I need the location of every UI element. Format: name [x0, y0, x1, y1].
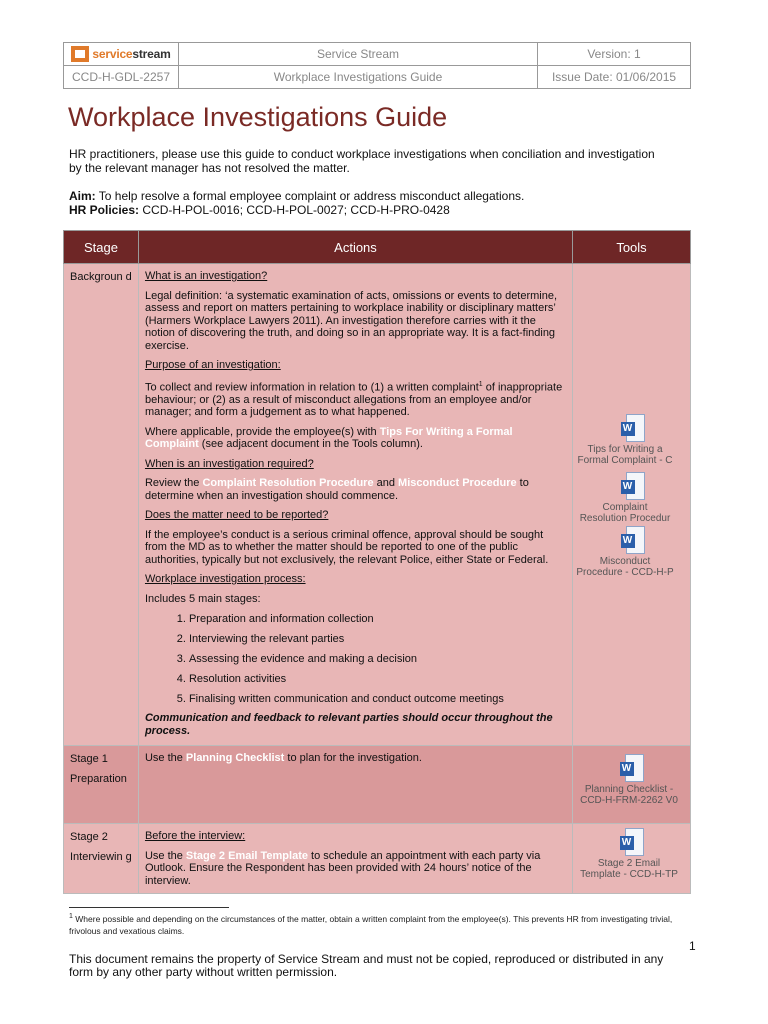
complaint-procedure-link[interactable]: Complaint Resolution Procedure	[202, 477, 374, 490]
version: Version: 1	[538, 43, 691, 66]
word-doc-icon: W	[621, 526, 645, 554]
logo-cell	[64, 43, 179, 66]
list-item: 3. Assessing the evidence and making a decision	[189, 652, 566, 666]
list-item: 2. Interviewing the relevant parties	[189, 632, 566, 646]
footer-notice: This document remains the property of Service Stream and must not be copied, reproduced or distributed in any form by any other party without written permission.	[69, 952, 664, 979]
tool-label: Procedure - CCD-H-P	[576, 567, 674, 578]
tool-planning-checklist[interactable]	[579, 754, 684, 806]
doc-code: CCD-H-GDL-2257	[64, 66, 179, 89]
tool-complaint-procedure[interactable]	[575, 472, 690, 524]
tool-label: Misconduct	[599, 556, 651, 567]
paragraph	[145, 752, 566, 765]
policies-label: HR Policies:	[69, 203, 140, 217]
list-item: 5. Finalising written communication and conduct outcome meetings	[189, 692, 566, 706]
policies-text: CCD-H-POL-0016; CCD-H-POL-0027; CCD-H-PRO-0428	[139, 203, 450, 217]
text-span: To collect and review information in relation to (1) a written complaint	[144, 381, 479, 394]
list-item: 4. Resolution activities	[189, 672, 566, 686]
footnote-text: Where possible and depending on the circumstances of the matter, obtain a written complaint from the employee(s). This prevents HR from investigating trivial, frivolous and vexatious claims.	[69, 913, 673, 936]
logo-text-stream: stream	[132, 47, 171, 61]
tools-cell	[573, 264, 691, 746]
text-span: to plan for the investigation.	[284, 752, 422, 765]
word-doc-icon: W	[620, 754, 644, 782]
tool-label: Stage 2 Email	[597, 858, 661, 870]
intro-paragraph: HR practitioners, please use this guide to conduct workplace investigations when conciliation and investigation by the relevant manager has not resolved the matter.	[69, 147, 655, 175]
text-span: Use the	[144, 752, 186, 765]
document-header	[63, 42, 691, 89]
text-span: of inappropriate behaviour; or (2) as a result of misconduct allegations from an employee and/or manager; and form a judgement as to what happened.	[144, 381, 563, 419]
actions-cell	[138, 746, 572, 824]
text-span: and	[373, 477, 399, 490]
section-heading: Workplace investigation process:	[144, 573, 306, 586]
paragraph	[145, 477, 566, 502]
col-header-tools: Tools	[573, 231, 691, 264]
text-span: to determine when an investigation should commence.	[144, 477, 529, 502]
section-heading: Before the interview:	[144, 830, 246, 843]
stages-table	[63, 230, 691, 894]
tool-label: Formal Complaint - C	[577, 455, 673, 466]
tool-label: Resolution Procedur	[579, 513, 671, 524]
table-row-stage1	[64, 746, 691, 824]
col-header-actions: Actions	[138, 231, 572, 264]
doc-title: Workplace Investigations Guide	[179, 66, 538, 89]
footnote-ref[interactable]: 1	[478, 380, 483, 388]
tool-label: Tips for Writing a	[587, 444, 663, 455]
email-template-link[interactable]: Stage 2 Email Template	[185, 849, 308, 862]
aim-text: To help resolve a formal employee complaint or address misconduct allegations.	[95, 189, 525, 203]
actions-cell	[138, 824, 572, 894]
tool-label: CCD-H-FRM-2262 V0	[580, 795, 678, 807]
paragraph	[145, 379, 566, 419]
paragraph: If the employee’s conduct is a serious criminal offence, approval should be sought from the MD as to whether the matter should be reported to one of the public authorities, typically but not exclusively, the relevant Police, either State or Federal.	[144, 528, 549, 566]
tips-complaint-link[interactable]: Tips For Writing a Formal Complaint	[144, 425, 513, 451]
footnote-separator	[69, 907, 229, 908]
logo-mark-icon	[71, 46, 89, 62]
company-name: Service Stream	[179, 43, 538, 66]
stage-label: Backgroun d	[70, 271, 132, 283]
section-heading: When is an investigation required?	[144, 457, 314, 470]
footnote	[69, 911, 693, 937]
issue-date: Issue Date: 01/06/2015	[538, 66, 691, 89]
tool-tips-complaint[interactable]	[575, 414, 690, 466]
paragraph	[145, 426, 566, 451]
tool-label: Planning Checklist -	[584, 784, 674, 796]
aim-block	[69, 189, 524, 217]
text-span: Where applicable, provide the employee(s) with	[144, 425, 380, 438]
paragraph: Includes 5 main stages:	[144, 592, 261, 605]
page-title: Workplace Investigations Guide	[68, 102, 448, 132]
tools-cell	[573, 824, 691, 894]
planning-checklist-link[interactable]: Planning Checklist	[185, 752, 285, 765]
tool-misconduct-procedure[interactable]	[575, 526, 690, 578]
stage-cell	[64, 824, 139, 894]
stage-name: Preparation	[70, 773, 127, 786]
tool-label: Template - CCD-H-TP	[580, 869, 678, 881]
stage-cell	[64, 264, 139, 746]
note-paragraph: Communication and feedback to relevant parties should occur throughout the process.	[144, 712, 553, 737]
word-doc-icon: W	[620, 828, 644, 856]
text-span: (see adjacent document in the Tools column).	[198, 438, 423, 451]
footnote-number: 1	[69, 913, 73, 920]
section-heading: Does the matter need to be reported?	[144, 509, 329, 522]
table-header-row	[64, 231, 691, 264]
tools-cell	[573, 746, 691, 824]
tool-email-template[interactable]	[579, 828, 684, 880]
stage-cell	[64, 746, 139, 824]
stage-name: Interviewin g	[70, 851, 132, 864]
word-doc-icon: W	[621, 472, 645, 500]
table-row-background	[64, 264, 691, 746]
text-span: Review the	[144, 477, 203, 490]
stage-number: Stage 1	[70, 753, 108, 766]
col-header-stage: Stage	[64, 231, 139, 264]
company-logo	[64, 46, 178, 62]
paragraph	[145, 850, 566, 888]
text-span: Use the	[144, 849, 186, 862]
word-doc-icon: W	[621, 414, 645, 442]
list-item: 1. Preparation and information collection	[189, 612, 566, 626]
page-number: 1	[689, 939, 696, 953]
misconduct-procedure-link[interactable]: Misconduct Procedure	[398, 477, 517, 490]
stage-number: Stage 2	[70, 831, 108, 844]
actions-cell	[138, 264, 572, 746]
stages-list	[145, 612, 566, 706]
table-row-stage2	[64, 824, 691, 894]
text-span: to schedule an appointment with each party via Outlook. Ensure the Respondent has been provided with 24 hours’ notice of the interview.	[144, 849, 541, 887]
tool-label: Complaint	[602, 502, 648, 513]
section-heading: What is an investigation?	[144, 270, 268, 282]
logo-text-service: service	[92, 47, 133, 61]
paragraph: Legal definition: ‘a systematic examination of acts, omissions or events to determine, assess and report on matters pertaining to workplace inability or disciplinary matters’ (Harmers Workplace Lawyers 2011). An investigation therefore carries with it the notion of discovering the truth, and doing so in an appropriate way. It is a fact-finding exercise.	[144, 289, 558, 352]
section-heading: Purpose of an investigation:	[144, 359, 281, 371]
aim-label: Aim:	[69, 189, 96, 203]
